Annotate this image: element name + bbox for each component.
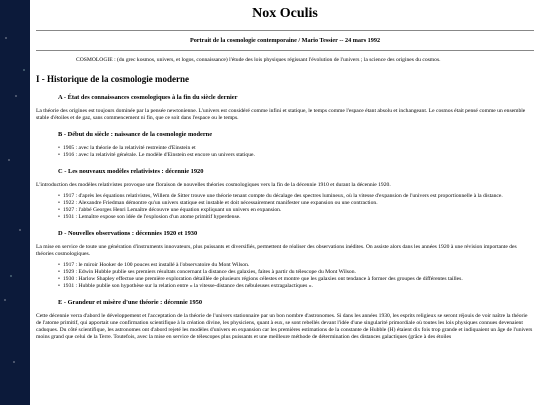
section-c-intro: L'introduction des modèles relativistes provoque une floraison de nouvelles théories cosmologiques vers la fin de la décennie 1910 et durant la décennie 1920.	[36, 182, 391, 188]
list-item: • 1930 : Harlow Shapley effectue une première exploration détaillée de plusieurs régions célestes et montre que les galaxies ont tendance à former des groupes de différentes tailles.	[58, 276, 534, 283]
section-b-heading: B - Début du siècle : naissance de la cosmologie moderne	[58, 131, 213, 138]
part-heading: I - Historique de la cosmologie moderne	[36, 74, 189, 84]
list-item: • 1922 : Alexandre Friedman démontre qu'un univers statique est instable et doit nécessairement manifester une expansion ou une contraction.	[58, 200, 534, 207]
document-body	[30, 6, 540, 341]
site-title: Nox Oculis	[252, 6, 318, 21]
list-item: • 1927 : l'abbé Georges Henri Lemaître découvre une équation expliquant un univers en expansion.	[58, 207, 534, 214]
subtitle-divider	[36, 50, 534, 51]
list-item: • 1905 : avec la théorie de la relativité restreinte d'Einstein et	[58, 145, 534, 152]
list-item: • 1917 : d'après les équations relativistes, Willem de Sitter trouve une théorie tenant compte du décalage des spectres lumineux, où la vitesse d'expansion de l'univers est proportionnelle à la distance.	[58, 193, 534, 200]
section-d-intro: La mise en service de toute une génération d'instruments innovateurs, plus puissants et diversifiés, permettent de réaliser des observations inédites. On assiste alors dans les années 1920 à une révision importante des théories cosmologiques.	[36, 244, 517, 257]
section-e-paragraph: Cette décennie verra d'abord le développement et l'acceptation de la théorie de l'univers stationnaire par un bon nombre d'astronomes. Si dans les années 1930, les esprits religieux se seront réjouis de voir naître la théorie de l'atome primitif, qui apportait une confirmation scientifique à la création divine, les physiciens, quant à eux, se sont rebellés devant l'idée d'une singularité primordiale où toutes les lois physiques connues devenaient caduques. Du côté scientifique, les astronomes ont d'abord rejeté les modèles d'univers en expansion car les premières estimations de la constante de Hubble (H) étaient dix fois trop grande et indiquaient un âge de l'univers moins grand que celui de la Terre. Toutefois, avec la mise en service de télescopes plus puissants et une meilleure méthode de détermination des distances galactiques (grâce à des étoiles	[36, 313, 533, 340]
list-item: • 1917 : le miroir Hooker de 100 pouces est installé à l'observatoire du Mont Wilson.	[58, 262, 534, 269]
section-b-list	[36, 145, 534, 159]
section-a-paragraph: La théorie des origines est toujours dominée par la pensée newtonienne. L'univers est considéré comme infini et statique, le temps comme l'espace étant absolu et inchangeant. Le cosmos était pensé comme un ensemble stable d'étoiles et de gaz, sans commencement ni fin, que ce soit dans l'espace ou le temps.	[36, 108, 526, 121]
top-divider	[36, 30, 534, 31]
page	[30, 0, 540, 405]
list-item: • 1931 : Hubble publie son hypothèse sur la relation entre « la vitesse-distance des nébuleuses extragalactiques ».	[58, 283, 534, 290]
section-d-list	[36, 262, 534, 290]
list-item: • 1931 : Lemaître expose son idée de l'explosion d'un atome primitif hyperdense.	[58, 214, 534, 221]
section-e-heading: E - Grandeur et misère d'une théorie : décennie 1950	[58, 299, 203, 306]
list-item: • 1916 : avec la relativité générale. Le modèle d'Einstein est encore un univers statique.	[58, 152, 534, 159]
section-c-heading: C - Les nouveaux modèles relativistes : décennie 1920	[58, 168, 204, 175]
list-item: • 1929 : Edwin Hubble publie ses premiers résultats concernant la distance des galaxies, faites à partir du télescope du Mont Wilson.	[58, 269, 534, 276]
document-subtitle: Portrait de la cosmologie contemporaine / Mario Tessier -- 24 mars 1992	[189, 37, 381, 44]
section-a-heading: A - État des connaissances cosmologiques à la fin du siècle dernier	[58, 94, 238, 101]
section-c-list	[36, 193, 534, 221]
abstract-definition: COSMOLOGIE : (du grec kosmos, univers, et logos, connaissance) l'étude des lois physiques régissant l'évolution de l'univers ; la science des origines du cosmos.	[76, 57, 441, 63]
section-d-heading: D - Nouvelles observations : décennies 1920 et 1930	[58, 230, 198, 237]
